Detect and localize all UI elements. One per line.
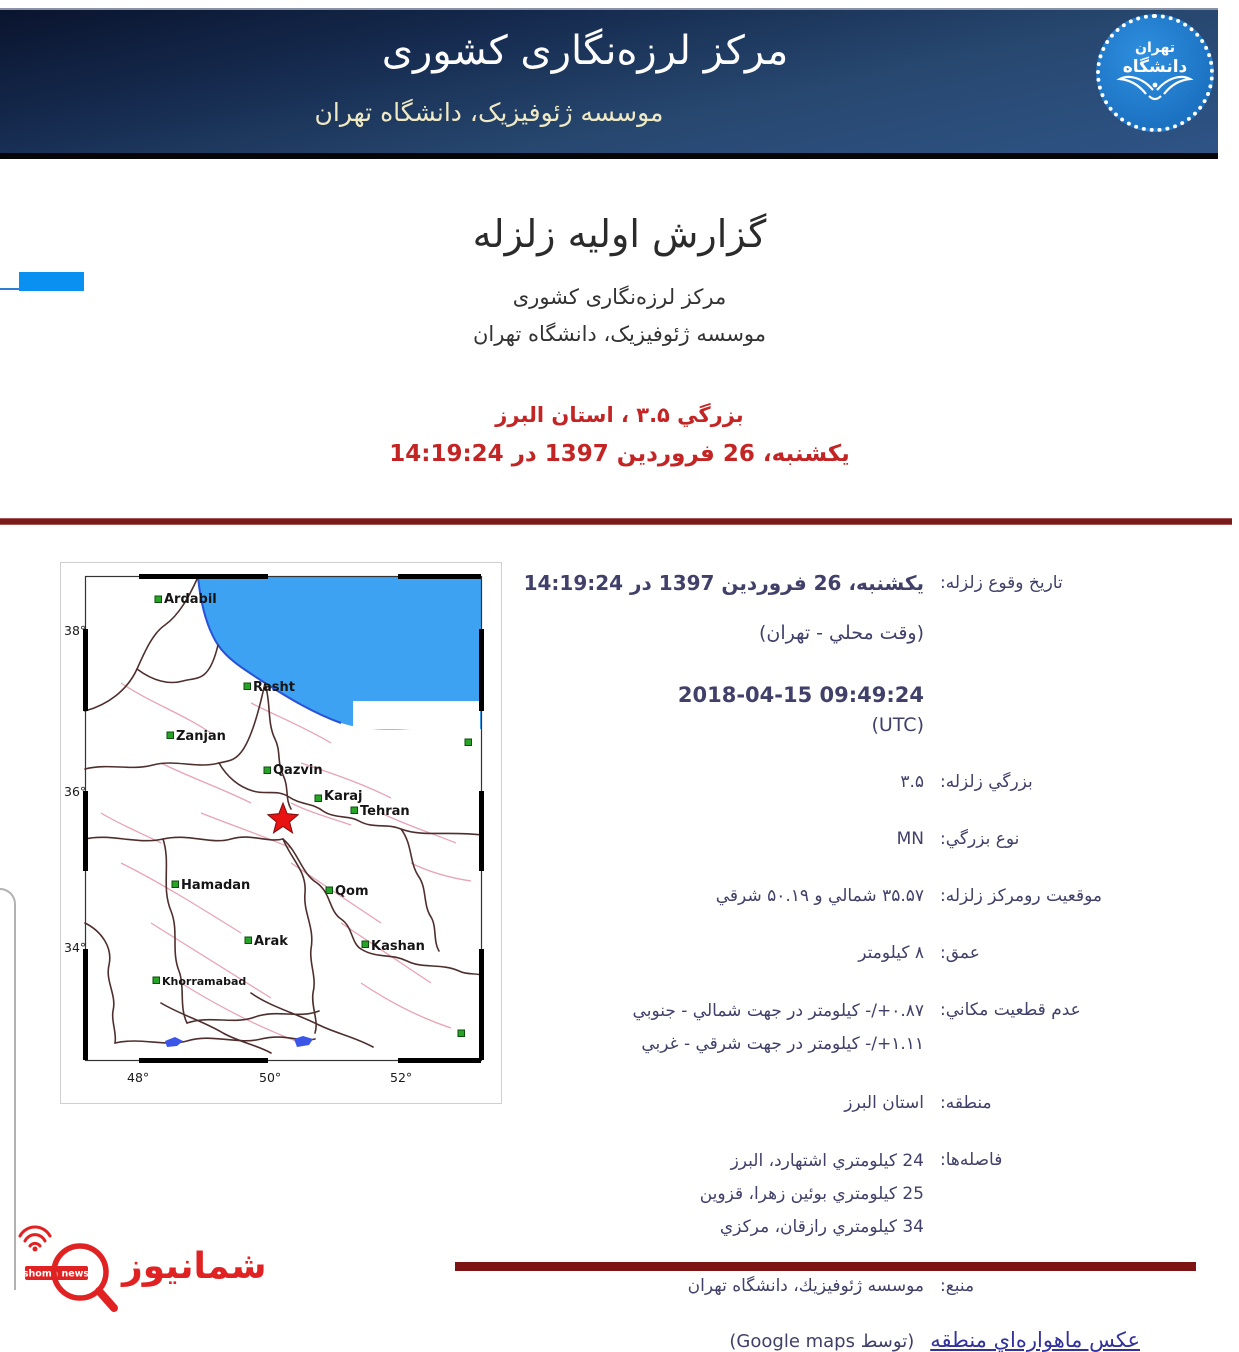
detail-row-date <box>510 568 1140 740</box>
bottom-divider-bar <box>455 1262 1196 1271</box>
city-label: Hamadan <box>181 878 251 893</box>
satellite-link-row <box>510 1328 1140 1352</box>
detail-row-distances <box>510 1145 1140 1244</box>
header-band <box>0 8 1218 159</box>
detail-label: منطقه: <box>940 1093 992 1113</box>
lat-tick-label: 38° <box>64 623 87 638</box>
city-label: Kashan <box>371 939 425 954</box>
city-label: Tehran <box>360 804 410 819</box>
divider-rule <box>0 518 1232 525</box>
lon-tick-label: 48° <box>127 1070 150 1085</box>
city-label: Karaj <box>324 789 363 804</box>
university-of-tehran-logo-icon <box>1096 14 1214 132</box>
fault-lines <box>101 683 471 1043</box>
utc-datetime: 2018-04-15 09:49:24 <box>677 683 924 707</box>
distance-3: 34 کیلومتري رازقان، مرکزي <box>719 1217 924 1237</box>
detail-row-magnitude-type <box>510 824 1140 854</box>
logo-dot <box>1153 83 1158 88</box>
detail-row-source <box>510 1271 1140 1301</box>
lat-tick-label: 36° <box>64 784 87 799</box>
city-label: Ardabil <box>164 592 217 607</box>
lon-tick-label: 50° <box>259 1070 282 1085</box>
detail-label: بزرگي زلزله: <box>940 772 1033 792</box>
wifi-icon <box>20 1227 50 1246</box>
city-label: Qazvin <box>273 763 323 778</box>
detail-label: عمق: <box>940 943 980 963</box>
detail-row-region <box>510 1088 1140 1118</box>
detail-row-depth <box>510 938 1140 968</box>
epicenter-location-value: ۳۵.۵۷ شمالي و ۵۰.۱۹ شرقي <box>715 886 924 906</box>
page-title: گزارش اولیه زلزله <box>472 212 767 256</box>
epicenter-map <box>60 562 502 1104</box>
city-label: Zanjan <box>176 729 226 744</box>
detail-row-epicenter-location <box>510 881 1140 911</box>
detail-label: منبع: <box>940 1276 975 1296</box>
source-value: موسسه ژئوفیزیك، دانشگاه تهران <box>687 1276 924 1296</box>
city-label: Khorramabad <box>162 975 247 988</box>
epicenter-star-icon <box>268 803 298 833</box>
distance-1: 24 کیلومتري اشتهارد، البرز <box>730 1151 924 1171</box>
watermark-subtitle: shoma news <box>22 1268 90 1280</box>
magnitude-type-value: MN <box>896 829 924 849</box>
header-title: مرکز لرزه‌نگاری کشوری <box>381 28 789 74</box>
detail-row-magnitude <box>510 767 1140 797</box>
detail-label: موقعیت رومرکز زلزله: <box>940 886 1103 906</box>
distance-2: 25 کیلومتري بوئین زهرا، قزوین <box>699 1184 924 1204</box>
header-subtitle: موسسه ژئوفیزیک، دانشگاه تهران <box>314 98 664 127</box>
detail-label: فاصله‌ها: <box>940 1150 1003 1170</box>
logo-text-line2: دانشگاه <box>1122 57 1188 77</box>
shomanews-watermark <box>2 1212 267 1292</box>
event-headline-date: یکشنبه، 26 فروردین 1397 در 14:19:24 <box>389 441 850 467</box>
city-label: Arak <box>254 934 288 949</box>
lon-tick-label: 52° <box>390 1070 413 1085</box>
satellite-image-link[interactable]: عکس ماهواره‌اي منطقه <box>930 1328 1140 1352</box>
region-value: استان البرز <box>844 1093 924 1113</box>
city-label: Qom <box>335 884 369 899</box>
org-institute: موسسه ژئوفیزیک، دانشگاه تهران <box>472 322 767 346</box>
watermark-title: شمانیوز <box>122 1246 267 1287</box>
org-name: مرکز لرزه‌نگاری کشوری <box>512 285 727 309</box>
detail-row-uncertainty <box>510 995 1140 1061</box>
utc-datetime-note: (UTC) <box>871 714 924 736</box>
logo-wings-icon <box>1120 77 1190 99</box>
lat-tick-label: 34° <box>64 940 87 955</box>
satellite-link-note: (توسط Google maps) <box>729 1331 915 1352</box>
uncertainty-ew: ۱.۱۱+/- کیلومتر در جهت شرقي - غربي <box>641 1034 924 1054</box>
magnitude-value: ۳.۵ <box>900 772 924 792</box>
wifi-dot <box>33 1247 38 1252</box>
depth-value: ۸ کیلومتر <box>858 943 924 963</box>
local-datetime-note: (وقت محلي - تهران) <box>758 622 924 644</box>
city-label: Rasht <box>253 680 295 695</box>
detail-label: نوع بزرگي: <box>940 829 1020 849</box>
local-datetime: یکشنبه، 26 فروردین 1397 در 14:19:24 <box>523 571 924 595</box>
event-headline: بزرگي ۳.۵ ، استان البرز <box>495 403 744 427</box>
uncertainty-ns: ۰.۸۷+/- کیلومتر در جهت شمالي - جنوبي <box>632 1001 924 1021</box>
detail-label: تاریخ وقوع زلزله: <box>940 573 1063 593</box>
map-artifact-patch <box>353 701 480 729</box>
detail-label: عدم قطعیت مکاني: <box>940 1000 1081 1020</box>
event-details <box>510 568 1140 1352</box>
logo-text-line1: تهران <box>1135 40 1175 56</box>
